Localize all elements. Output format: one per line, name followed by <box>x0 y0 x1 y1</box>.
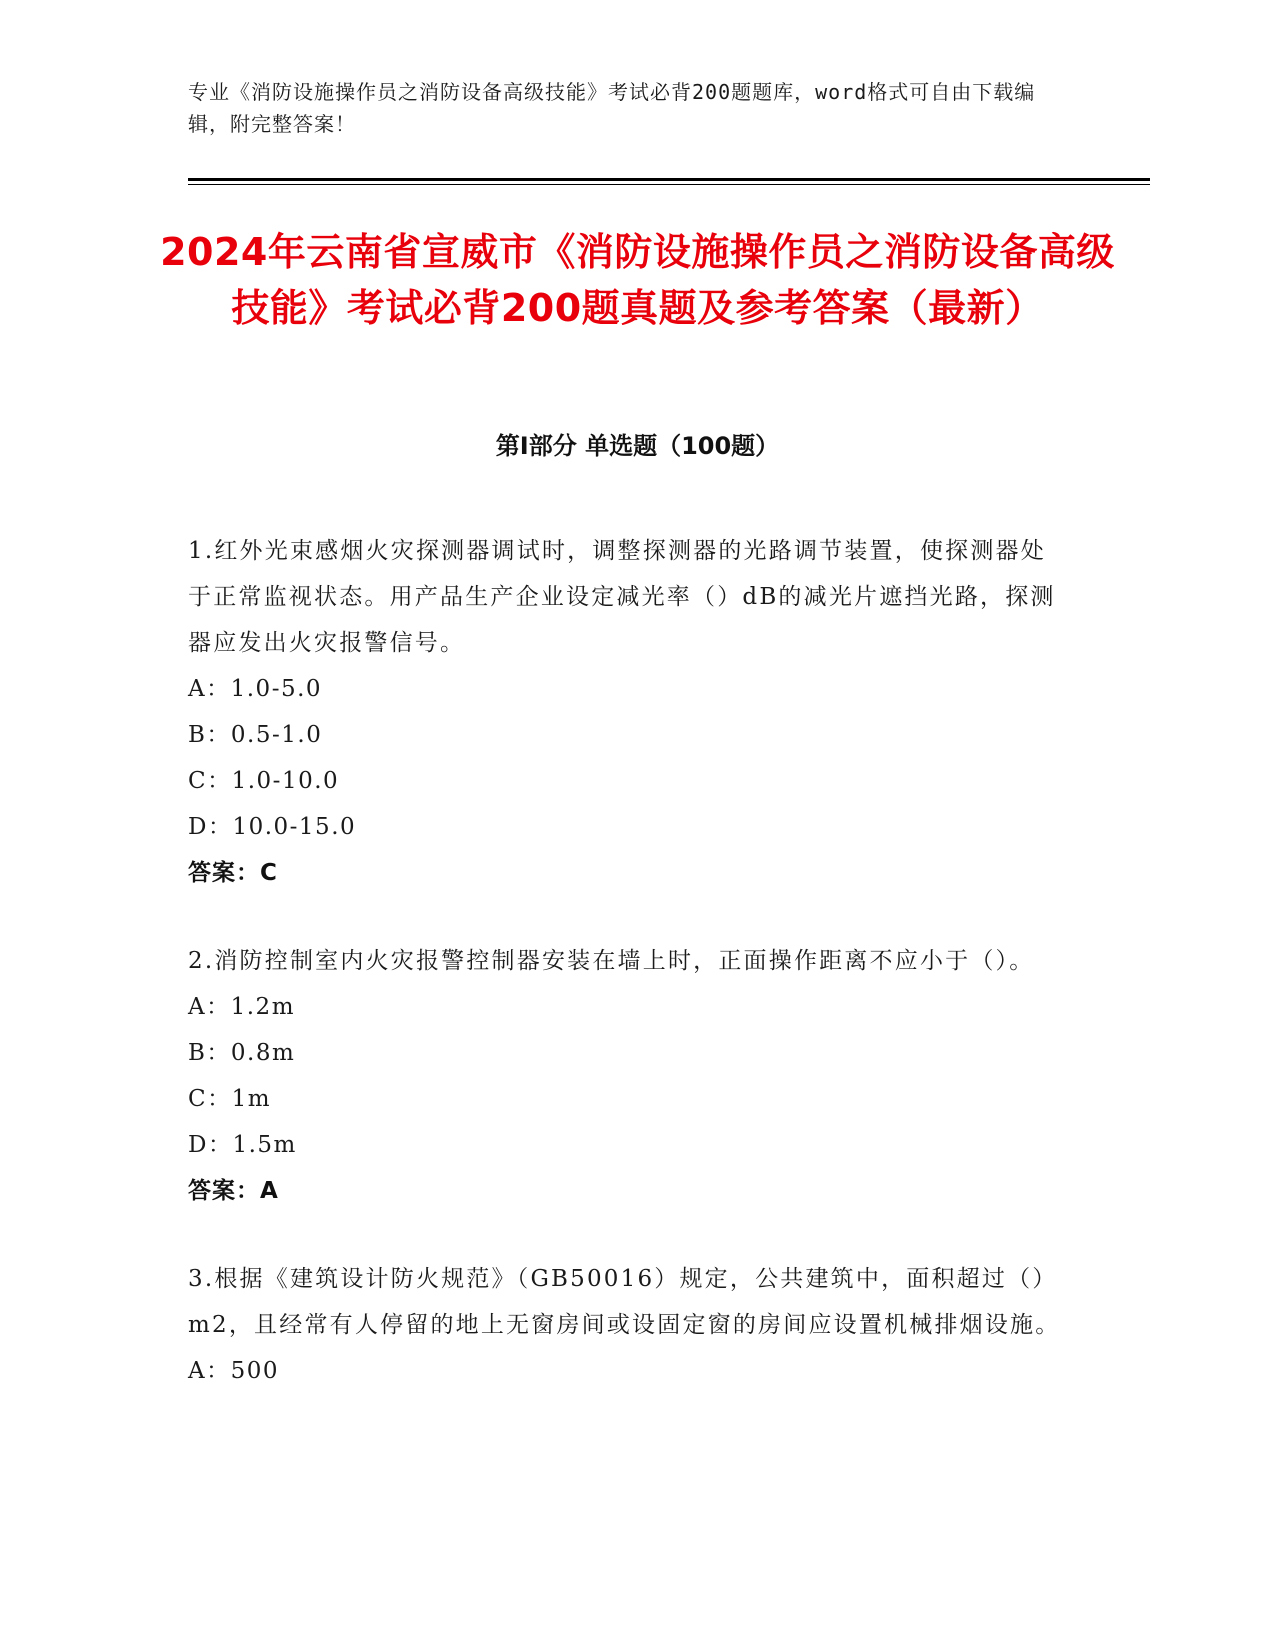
question-stem: 2.消防控制室内火灾报警控制器安装在墙上时，正面操作距离不应小于（）。 <box>188 948 1035 974</box>
option-a: A：500 <box>188 1358 280 1384</box>
option-b: B：0.8m <box>188 1040 296 1066</box>
section-heading: 第I部分 单选题（100题） <box>495 432 780 460</box>
option-c: C：1m <box>188 1086 272 1112</box>
option-a: A：1.2m <box>188 994 295 1020</box>
question-1 <box>188 528 1068 896</box>
answer-label: 答案：A <box>188 1178 279 1204</box>
option-d: D：1.5m <box>188 1132 297 1158</box>
option-d: D：10.0-15.0 <box>188 814 357 840</box>
header-divider-thick <box>188 178 1150 181</box>
header-divider-thin <box>188 184 1150 185</box>
header-note: 专业《消防设施操作员之消防设备高级技能》考试必背200题题库，word格式可自由下载编辑，附完整答案！ <box>188 80 1036 136</box>
question-list <box>188 528 1068 1436</box>
document-title: 2024年云南省宣威市《消防设施操作员之消防设备高级技能》考试必背200题真题及参考答案（最新） <box>160 230 1115 330</box>
question-2 <box>188 938 1068 1214</box>
question-3 <box>188 1256 1068 1394</box>
answer-label: 答案：C <box>188 860 278 886</box>
option-c: C：1.0-10.0 <box>188 768 340 794</box>
question-stem: 3.根据《建筑设计防火规范》（GB50016）规定，公共建筑中，面积超过（）m2，且经常有人停留的地上无窗房间或设固定窗的房间应设置机械排烟设施。 <box>188 1266 1061 1338</box>
option-a: A：1.0-5.0 <box>188 676 323 702</box>
question-stem: 1.红外光束感烟火灾探测器调试时，调整探测器的光路调节装置，使探测器处于正常监视状态。用产品生产企业设定减光率（）dB的减光片遮挡光路，探测器应发出火灾报警信号。 <box>188 538 1056 656</box>
option-b: B：0.5-1.0 <box>188 722 323 748</box>
